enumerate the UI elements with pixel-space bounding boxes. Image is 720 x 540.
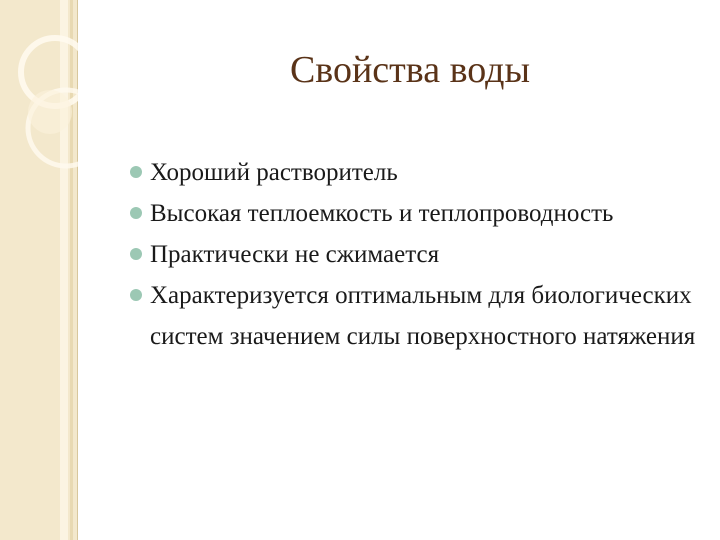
bullet-icon xyxy=(130,289,142,301)
decorative-circles-icon xyxy=(0,0,78,540)
list-item xyxy=(128,234,708,275)
bullet-text: Практически не сжимается xyxy=(150,241,440,268)
list-item xyxy=(128,275,708,357)
list-item xyxy=(128,193,708,234)
bullet-text: Хороший растворитель xyxy=(150,159,398,186)
bullet-icon xyxy=(130,207,142,219)
bullet-icon xyxy=(130,166,142,178)
bullet-text: Высокая теплоемкость и теплопроводность xyxy=(150,200,614,227)
decorative-band xyxy=(0,0,78,540)
bullet-list xyxy=(128,152,708,357)
list-item xyxy=(128,152,708,193)
bullet-icon xyxy=(130,248,142,260)
slide-title: Свойства воды xyxy=(289,49,531,91)
bullet-text: Характеризуется оптимальным для биологических систем значением силы поверхностного натяжения xyxy=(150,282,696,350)
